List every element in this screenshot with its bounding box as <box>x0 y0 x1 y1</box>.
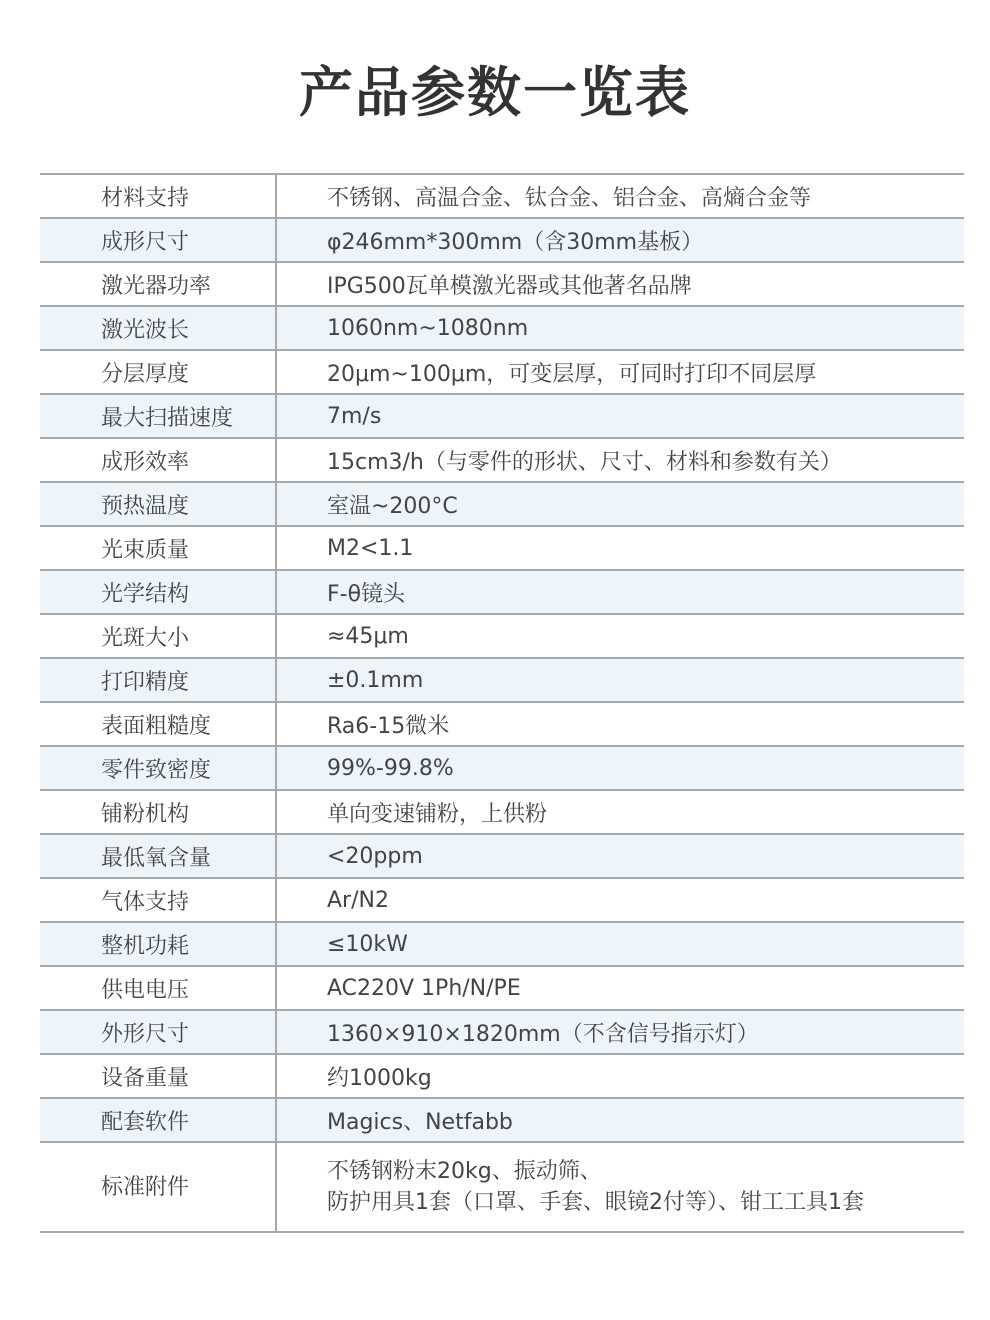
table-row <box>40 394 964 438</box>
table-row <box>40 922 964 966</box>
param-name: 整机功耗 <box>40 922 276 966</box>
table-row <box>40 834 964 878</box>
table-row <box>40 790 964 834</box>
table-row <box>40 746 964 790</box>
table-row <box>40 878 964 922</box>
param-value: 99%-99.8% <box>276 746 964 790</box>
param-value: ≤10kW <box>276 922 964 966</box>
param-value: 单向变速铺粉，上供粉 <box>276 790 964 834</box>
param-name: 预热温度 <box>40 482 276 526</box>
param-value: 室温~200°C <box>276 482 964 526</box>
param-name: 气体支持 <box>40 878 276 922</box>
param-name: 零件致密度 <box>40 746 276 790</box>
param-value: ≈45μm <box>276 614 964 658</box>
param-name: 最大扫描速度 <box>40 394 276 438</box>
param-value: 1360×910×1820mm（不含信号指示灯） <box>276 1010 964 1054</box>
table-row <box>40 1010 964 1054</box>
param-value: 约1000kg <box>276 1054 964 1098</box>
param-value: AC220V 1Ph/N/PE <box>276 966 964 1010</box>
param-value: F-θ镜头 <box>276 570 964 614</box>
param-value: 1060nm~1080nm <box>276 306 964 350</box>
param-name: 成形尺寸 <box>40 218 276 262</box>
param-name: 铺粉机构 <box>40 790 276 834</box>
param-name: 光束质量 <box>40 526 276 570</box>
table-row <box>40 218 964 262</box>
param-value: 7m/s <box>276 394 964 438</box>
param-value: φ246mm*300mm（含30mm基板） <box>276 218 964 262</box>
param-value: 20μm~100μm，可变层厚，可同时打印不同层厚 <box>276 350 964 394</box>
param-value: M2<1.1 <box>276 526 964 570</box>
table-row <box>40 350 964 394</box>
table-row <box>40 570 964 614</box>
param-name: 激光器功率 <box>40 262 276 306</box>
param-value: Ar/N2 <box>276 878 964 922</box>
table-row <box>40 966 964 1010</box>
table-row <box>40 306 964 350</box>
param-name: 供电电压 <box>40 966 276 1010</box>
page-title: 产品参数一览表 <box>299 61 691 124</box>
table-row <box>40 526 964 570</box>
table-row <box>40 262 964 306</box>
param-value: ±0.1mm <box>276 658 964 702</box>
param-name: 最低氧含量 <box>40 834 276 878</box>
param-value: IPG500瓦单模激光器或其他著名品牌 <box>276 262 964 306</box>
param-value: 不锈钢、高温合金、钛合金、铝合金、高熵合金等 <box>276 174 964 218</box>
table-row <box>40 658 964 702</box>
param-name: 成形效率 <box>40 438 276 482</box>
table-row <box>40 438 964 482</box>
param-name: 外形尺寸 <box>40 1010 276 1054</box>
value-line: 防护用具1套（口罩、手套、眼镜2付等）、钳工工具1套 <box>327 1190 864 1215</box>
param-value: Ra6-15微米 <box>276 702 964 746</box>
param-name: 打印精度 <box>40 658 276 702</box>
param-name: 配套软件 <box>40 1098 276 1142</box>
table-row <box>40 174 964 218</box>
table-row <box>40 1142 964 1232</box>
param-name: 设备重量 <box>40 1054 276 1098</box>
param-name: 材料支持 <box>40 174 276 218</box>
param-name: 标准附件 <box>40 1142 276 1232</box>
param-value: 15cm3/h（与零件的形状、尺寸、材料和参数有关） <box>276 438 964 482</box>
table-row <box>40 702 964 746</box>
spec-table <box>40 173 964 1233</box>
param-name: 光学结构 <box>40 570 276 614</box>
param-value: Magics、Netfabb <box>276 1098 964 1142</box>
param-name: 表面粗糙度 <box>40 702 276 746</box>
table-row <box>40 482 964 526</box>
table-row <box>40 614 964 658</box>
value-line: 不锈钢粉末20kg、振动筛、 <box>327 1159 602 1184</box>
table-row <box>40 1098 964 1142</box>
table-row <box>40 1054 964 1098</box>
param-name: 分层厚度 <box>40 350 276 394</box>
param-name: 光斑大小 <box>40 614 276 658</box>
param-name: 激光波长 <box>40 306 276 350</box>
param-value <box>276 1142 964 1232</box>
param-value: <20ppm <box>276 834 964 878</box>
